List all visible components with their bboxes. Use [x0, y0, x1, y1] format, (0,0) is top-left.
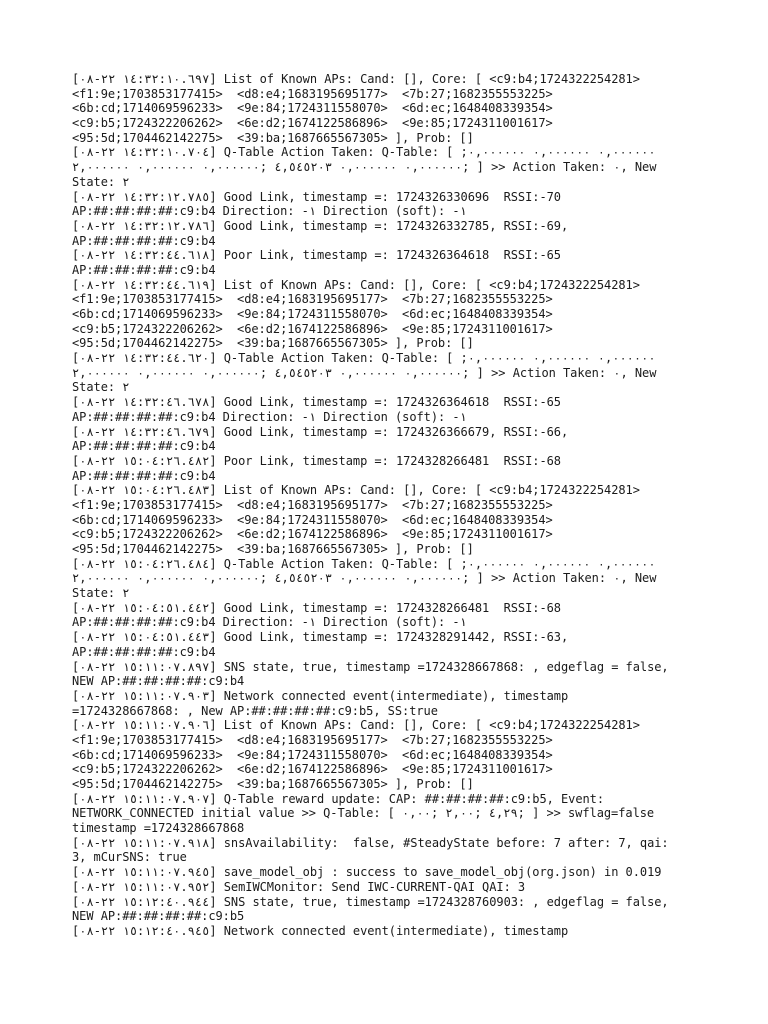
- log-line: [١٥:١٢:٤٠.٩٤٥ ٢٢-٠٨] Network connected event(intermediate), timestamp: [72, 923, 569, 938]
- log-line: <c9:b5;1724322206262> <6e:d2;1674122586896> <9e:85;1724311001617>: [72, 527, 553, 542]
- log-line: <f1:9e;1703853177415> <d8:e4;1683195695177> <7b:27;1682355553225>: [72, 86, 553, 101]
- log-line: <c9:b5;1724322206262> <6e:d2;1674122586896> <9e:85;1724311001617>: [72, 321, 553, 336]
- log-line: AP:##:##:##:##:c9:b4 Direction: -١ Direction (soft): -١: [72, 615, 467, 630]
- log-line: [١٥:١١:٠٧.٩١٨ ٢٢-٠٨] snsAvailability: false, #SteadyState before: 7 after: 7, qai:: [72, 835, 669, 850]
- log-line: [١٤:٣٢:٤٤.٦١٨ ٢٢-٠٨] Poor Link, timestamp =: 1724326364618 RSSI:-65: [72, 248, 561, 263]
- log-line: [١٤:٣٢:١٢.٧٨٥ ٢٢-٠٨] Good Link, timestamp =: 1724326330696 RSSI:-70: [72, 189, 561, 204]
- log-line: [١٤:٣٢:٤٦.٦٧٩ ٢٢-٠٨] Good Link, timestamp =: 1724326366679, RSSI:-66,: [72, 424, 569, 439]
- log-line: AP:##:##:##:##:c9:b4: [72, 644, 216, 659]
- log-line: <95:5d;1704462142275> <39:ba;1687665567305> ], Prob: []: [72, 336, 474, 351]
- log-line: [١٥:٠٤:٢٦.٤٨٤ ٢٢-٠٨] Q-Table Action Taken: Q-Table: [ ;٠,٠٠٠٠٠٠ ٠,٠٠٠٠٠٠ ٠,٠٠٠٠٠٠: [72, 556, 656, 571]
- log-line: ٠,٠٠٠٠٠٠ ٠,٠٠٠٠٠٠ ٤,٥٤٥٢٠٣ ;٠,٠٠٠٠٠٠ ٠,٠٠٠٠٠٠ ٢,٠٠٠٠٠٠; ] >> Action Taken: ٠, New: [72, 160, 657, 175]
- log-line: [١٥:١١:٠٧.٩٠٦ ٢٢-٠٨] List of Known APs: Cand: [], Core: [ <c9:b4;1724322254281>: [72, 718, 640, 733]
- log-line: ٠,٠٠٠٠٠٠ ٠,٠٠٠٠٠٠ ٤,٥٤٥٢٠٣ ;٠,٠٠٠٠٠٠ ٠,٠٠٠٠٠٠ ٢,٠٠٠٠٠٠; ] >> Action Taken: ٠, New: [72, 571, 657, 586]
- log-line: <6b:cd;1714069596233> <9e:84;1724311558070> <6d:ec;1648408339354>: [72, 101, 553, 116]
- log-line: [١٥:١٢:٤٠.٩٤٤ ٢٢-٠٨] SNS state, true, timestamp =1724328760903: , edgeflag = false,: [72, 894, 669, 909]
- log-line: <c9:b5;1724322206262> <6e:d2;1674122586896> <9e:85;1724311001617>: [72, 762, 553, 777]
- log-line: [١٥:١١:٠٧.٩٠٣ ٢٢-٠٨] Network connected event(intermediate), timestamp: [72, 688, 569, 703]
- log-line: AP:##:##:##:##:c9:b4: [72, 439, 216, 454]
- log-line: [١٤:٣٢:١٠.٦٩٧ ٢٢-٠٨] List of Known APs: Cand: [], Core: [ <c9:b4;1724322254281>: [72, 72, 640, 86]
- log-text-block: [72, 72, 728, 939]
- log-line: timestamp =1724328667868: [72, 821, 245, 836]
- log-line: <6b:cd;1714069596233> <9e:84;1724311558070> <6d:ec;1648408339354>: [72, 307, 553, 321]
- log-line: [١٤:٣٢:١٠.٧٠٤ ٢٢-٠٨] Q-Table Action Taken: Q-Table: [ ;٠,٠٠٠٠٠٠ ٠,٠٠٠٠٠٠ ٠,٠٠٠٠٠٠: [72, 145, 656, 160]
- log-line: <6b:cd;1714069596233> <9e:84;1724311558070> <6d:ec;1648408339354>: [72, 747, 553, 762]
- log-line: <95:5d;1704462142275> <39:ba;1687665567305> ], Prob: []: [72, 542, 474, 556]
- log-line: State: ٢: [72, 174, 130, 189]
- log-line: =1724328667868: , New AP:##:##:##:##:c9:b5, SS:true: [72, 703, 438, 718]
- log-line: [١٤:٣٢:٤٤.٦٢٠ ٢٢-٠٨] Q-Table Action Taken: Q-Table: [ ;٠,٠٠٠٠٠٠ ٠,٠٠٠٠٠٠ ٠,٠٠٠٠٠٠: [72, 351, 656, 366]
- log-line: [١٥:١١:٠٧.٩٥٢ ٢٢-٠٨] SemIWCMonitor: Send IWC-CURRENT-QAI QAI: 3: [72, 879, 526, 894]
- log-line: AP:##:##:##:##:c9:b4: [72, 262, 216, 277]
- log-line: State: ٢: [72, 380, 130, 395]
- log-line: [١٥:٠٤:٢٦.٤٨٢ ٢٢-٠٨] Poor Link, timestamp =: 1724328266481 RSSI:-68: [72, 453, 561, 468]
- log-line: [١٥:١١:٠٧.٩٠٧ ٢٢-٠٨] Q-Table reward update: CAP: ##:##:##:##:c9:b5, Event:: [72, 791, 605, 806]
- log-line: [١٥:١١:٠٧.٨٩٧ ٢٢-٠٨] SNS state, true, timestamp =1724328667868: , edgeflag = false,: [72, 659, 669, 674]
- log-line: <c9:b5;1724322206262> <6e:d2;1674122586896> <9e:85;1724311001617>: [72, 116, 553, 131]
- log-line: [١٥:٠٤:٥١.٤٤٣ ٢٢-٠٨] Good Link, timestamp =: 1724328291442, RSSI:-63,: [72, 630, 569, 645]
- log-line: AP:##:##:##:##:c9:b4: [72, 468, 216, 483]
- log-line: 3, mCurSNS: true: [72, 850, 187, 865]
- log-line: <f1:9e;1703853177415> <d8:e4;1683195695177> <7b:27;1682355553225>: [72, 497, 553, 512]
- log-line: ٠,٠٠٠٠٠٠ ٠,٠٠٠٠٠٠ ٤,٥٤٥٢٠٣ ;٠,٠٠٠٠٠٠ ٠,٠٠٠٠٠٠ ٢,٠٠٠٠٠٠; ] >> Action Taken: ٠, New: [72, 365, 657, 380]
- log-line: [١٤:٣٢:٤٤.٦١٩ ٢٢-٠٨] List of Known APs: Cand: [], Core: [ <c9:b4;1724322254281>: [72, 277, 640, 292]
- log-line: <f1:9e;1703853177415> <d8:e4;1683195695177> <7b:27;1682355553225>: [72, 732, 553, 747]
- log-line: AP:##:##:##:##:c9:b4 Direction: -١ Direction (soft): -١: [72, 409, 467, 424]
- log-line: NETWORK_CONNECTED initial value >> Q-Table: [ ٤,٢٩ ;٢,٠٠ ;٠,٠٠; ] >> swflag=false: [72, 806, 655, 821]
- log-line: <95:5d;1704462142275> <39:ba;1687665567305> ], Prob: []: [72, 777, 474, 791]
- log-line: [١٤:٣٢:٤٦.٦٧٨ ٢٢-٠٨] Good Link, timestamp =: 1724326364618 RSSI:-65: [72, 395, 561, 410]
- log-line: State: ٢: [72, 586, 130, 601]
- log-line: AP:##:##:##:##:c9:b4 Direction: -١ Direction (soft): -١: [72, 204, 467, 219]
- log-line: <6b:cd;1714069596233> <9e:84;1724311558070> <6d:ec;1648408339354>: [72, 512, 553, 527]
- log-line: <f1:9e;1703853177415> <d8:e4;1683195695177> <7b:27;1682355553225>: [72, 292, 553, 307]
- log-line: AP:##:##:##:##:c9:b4: [72, 233, 216, 248]
- log-line: [١٤:٣٢:١٢.٧٨٦ ٢٢-٠٨] Good Link, timestamp =: 1724326332785, RSSI:-69,: [72, 218, 569, 233]
- log-line: [١٥:٠٤:٥١.٤٤٢ ٢٢-٠٨] Good Link, timestamp =: 1724328266481 RSSI:-68: [72, 600, 561, 615]
- log-line: NEW AP:##:##:##:##:c9:b4: [72, 674, 245, 689]
- log-line: [١٥:١١:٠٧.٩٤٥ ٢٢-٠٨] save_model_obj : success to save_model_obj(org.json) in 0.019: [72, 865, 662, 880]
- log-line: NEW AP:##:##:##:##:c9:b5: [72, 909, 245, 924]
- log-line: <95:5d;1704462142275> <39:ba;1687665567305> ], Prob: []: [72, 130, 474, 145]
- log-line: [١٥:٠٤:٢٦.٤٨٣ ٢٢-٠٨] List of Known APs: Cand: [], Core: [ <c9:b4;1724322254281>: [72, 483, 640, 498]
